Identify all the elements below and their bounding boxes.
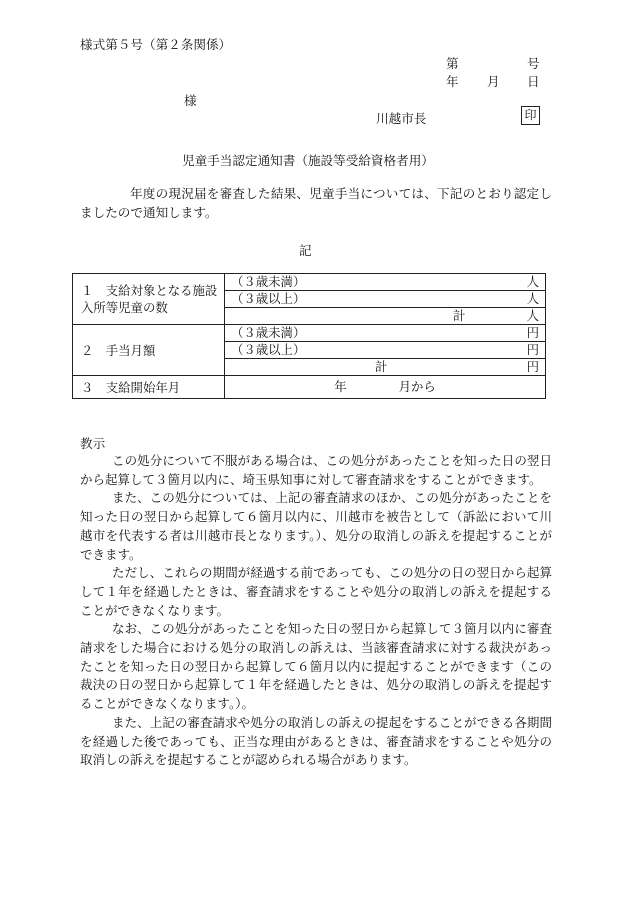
guide-paragraph: また、この処分については、上記の審査請求のほか、この処分があったことを知った日の翌日から起算して６箇月以内に、川越市を被告として（訴訟において川越市を代表する者は川越市長となります。）、処分の取消しの訴えを提起することができます。 xyxy=(80,490,552,562)
table-row xyxy=(73,325,546,342)
amount-under3-cell xyxy=(225,325,546,342)
yen-unit: 円 xyxy=(526,325,539,340)
children-total-cell xyxy=(225,308,546,325)
person-unit: 人 xyxy=(526,308,539,323)
children-count-label: １ 支給対象となる施設入所等児童の数 xyxy=(73,274,225,325)
guide-paragraph: ただし、これらの期間が経過する前であっても、この処分の日の翌日から起算して１年を経過したときは、審査請求をすることや処分の取消しの訴えを提起することができなくなります。 xyxy=(80,565,552,618)
yen-unit: 円 xyxy=(526,359,539,374)
start-date-cell xyxy=(225,376,546,399)
yen-unit: 円 xyxy=(526,342,539,357)
addressee-suffix: 様 xyxy=(184,93,197,108)
total-label: 計 xyxy=(375,359,388,374)
date-month-label: 月 xyxy=(487,74,500,89)
total-label: 計 xyxy=(453,308,466,323)
under3-label: （３歳未満） xyxy=(231,325,306,340)
children-over3-cell xyxy=(225,291,546,308)
start-year-label: 年 xyxy=(334,379,347,394)
person-unit: 人 xyxy=(526,274,539,289)
over3-label: （３歳以上） xyxy=(231,342,306,357)
start-month-label: 月から xyxy=(398,379,436,394)
monthly-amount-label: ２ 手当月額 xyxy=(73,325,225,376)
start-date-label: ３ 支給開始年月 xyxy=(73,376,225,399)
table-row xyxy=(73,376,546,399)
issuer-name: 川越市長 xyxy=(376,111,427,126)
date-day-label: 日 xyxy=(527,74,540,89)
date-year-label: 年 xyxy=(446,74,459,89)
certification-table xyxy=(72,273,546,399)
form-number: 様式第５号（第２条関係） xyxy=(80,37,232,52)
table-row xyxy=(73,274,546,291)
guide-heading: 教示 xyxy=(80,436,106,451)
intro-paragraph: 年度の現況届を審査した結果、児童手当については、下記のとおり認定しましたので通知します。 xyxy=(80,186,552,220)
guide-paragraph: この処分について不服がある場合は、この処分があったことを知った日の翌日から起算して３箇月以内に、埼玉県知事に対して審査請求をすることができます。 xyxy=(80,453,552,487)
guide-body xyxy=(80,452,552,770)
over3-label: （３歳以上） xyxy=(231,291,306,306)
seal-mark: 印 xyxy=(521,106,540,125)
document-number-suffix: 号 xyxy=(527,56,540,71)
amount-total-cell xyxy=(225,359,546,376)
person-unit: 人 xyxy=(526,291,539,306)
under3-label: （３歳未満） xyxy=(231,274,306,289)
amount-over3-cell xyxy=(225,342,546,359)
children-under3-cell xyxy=(225,274,546,291)
document-number-prefix: 第 xyxy=(446,56,459,71)
guide-paragraph: なお、この処分があったことを知った日の翌日から起算して３箇月以内に審査請求をした場合における処分の取消しの訴えは、当該審査請求に対する裁決があったことを知った日の翌日から起算して６箇月以内に提起することができます（この裁決の日の翌日から起算して１年を経過したときは、処分の取消しの訴えを提起することができなくなります。）。 xyxy=(80,621,552,712)
note-heading: 記 xyxy=(299,243,312,258)
document-title: 児童手当認定通知書（施設等受給資格者用） xyxy=(182,153,434,168)
guide-paragraph: また、上記の審査請求や処分の取消しの訴えの提起をすることができる各期間を経過した後であっても、正当な理由があるときは、審査請求をすることや処分の取消しの訴えを提起することが認められる場合があります。 xyxy=(80,714,552,768)
